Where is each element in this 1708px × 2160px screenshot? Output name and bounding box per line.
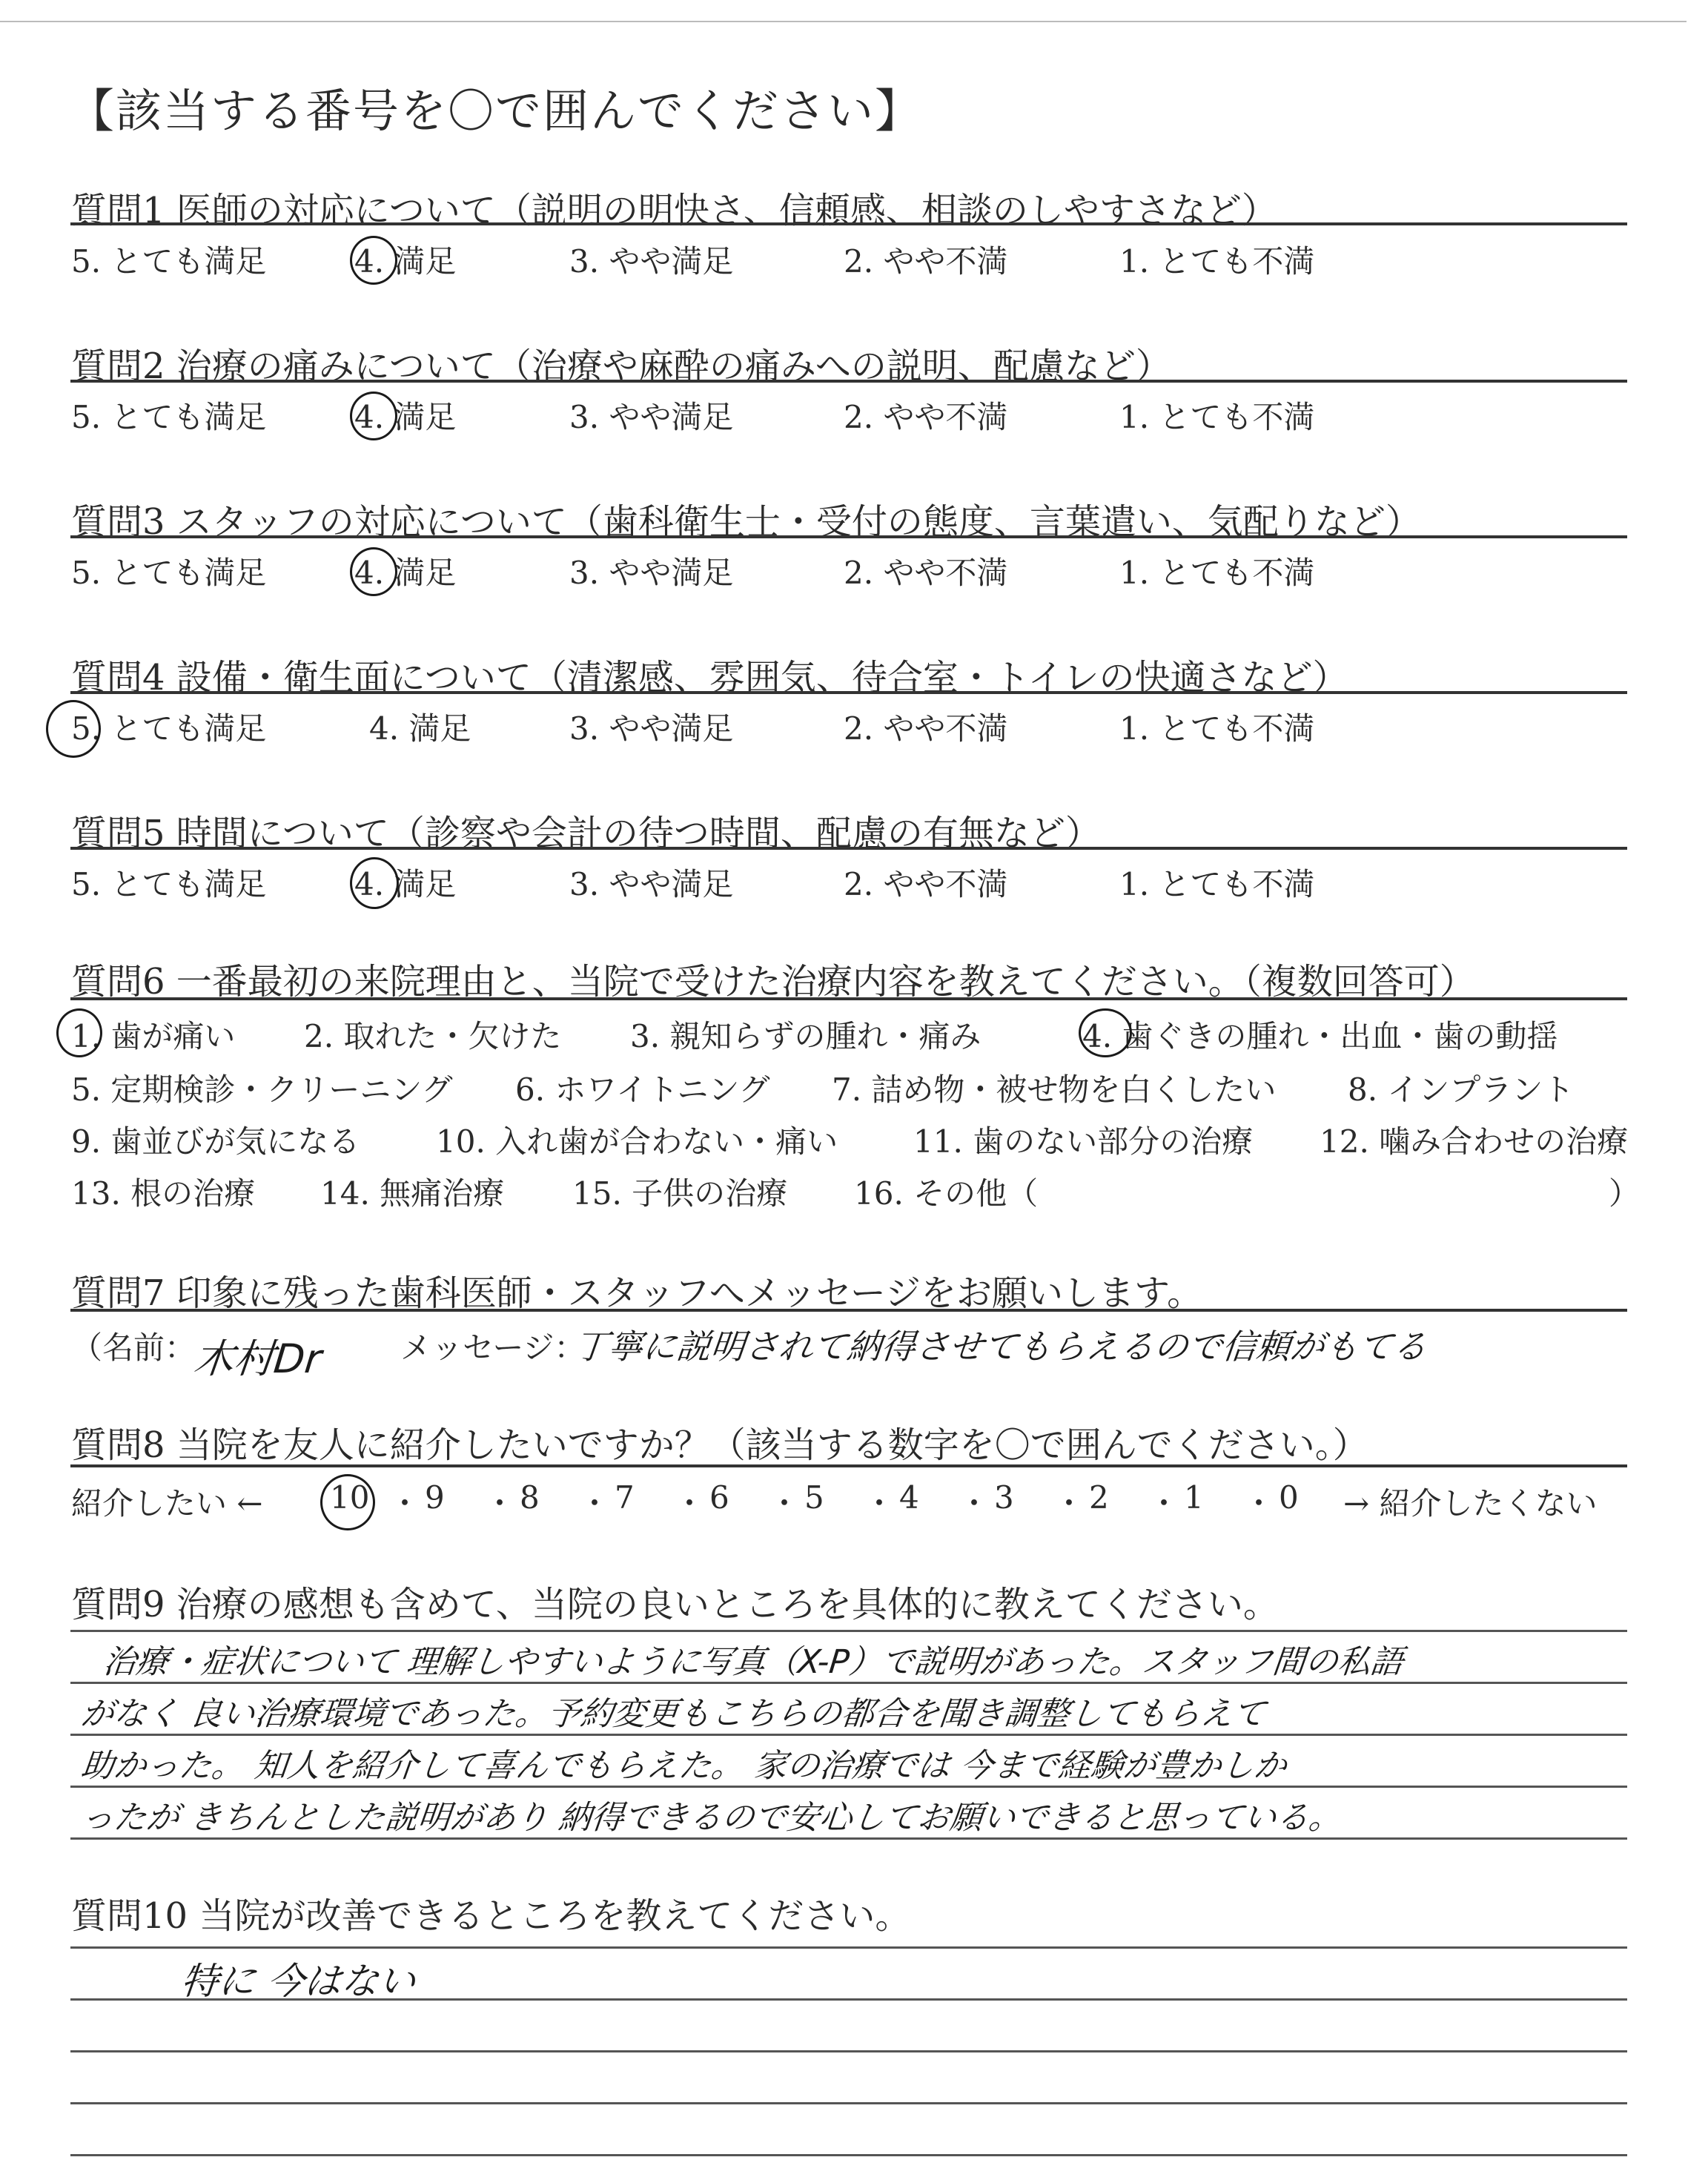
question-1-label: 質問1 医師の対応について（説明の明快さ、信頼感、相談のしやすさなど） [71, 190, 1277, 231]
q8-scale-separator: ・ [1148, 1485, 1180, 1522]
question-6-rule [70, 997, 1627, 1000]
question-8-label: 質問8 当院を友人に紹介したいですか？（該当する数字を〇で囲んでください。） [71, 1424, 1368, 1466]
q9-answer-line-3[interactable]: 助かった。 知人を紹介して喜んでもらえた。 家の治療では 今まで経験が豊かしか [79, 1747, 1289, 1785]
question-4-rule [70, 691, 1627, 694]
q7-message-value[interactable]: 丁寧に説明されて納得させてもらえるので信頼がもてる [572, 1327, 1429, 1367]
question-8-rule [70, 1464, 1627, 1467]
q5-option-3[interactable]: 3. やや満足 [569, 866, 734, 902]
question-2-rule [70, 380, 1627, 383]
q8-scale-7[interactable]: 7 [615, 1479, 635, 1516]
q7-name-value[interactable]: 木村Dr [191, 1335, 324, 1382]
q2-option-5[interactable]: 5. とても満足 [71, 399, 267, 435]
q6-selection-circle-4 [1079, 1008, 1132, 1057]
q5-option-2[interactable]: 2. やや不満 [844, 866, 1008, 902]
q6-option-13[interactable]: 13. 根の治療 [71, 1175, 256, 1212]
q1-option-1[interactable]: 1. とても不満 [1119, 243, 1315, 280]
q4-option-1[interactable]: 1. とても不満 [1119, 710, 1315, 747]
q8-scale-3[interactable]: 3 [994, 1479, 1014, 1516]
q5-option-5[interactable]: 5. とても満足 [71, 866, 267, 902]
q5-option-1[interactable]: 1. とても不満 [1119, 866, 1315, 902]
q3-option-3[interactable]: 3. やや満足 [569, 555, 734, 591]
question-7-label: 質問7 印象に残った歯科医師・スタッフへメッセージをお願いします。 [71, 1272, 1203, 1314]
q6-option-7[interactable]: 7. 詰め物・被せ物を白くしたい [832, 1071, 1277, 1108]
q6-option-4[interactable]: 4. 歯ぐきの腫れ・出血・歯の動揺 [1082, 1018, 1558, 1054]
q2-option-4[interactable]: 4. 満足 [354, 399, 457, 435]
q6-option-8[interactable]: 8. インプラント [1348, 1071, 1575, 1108]
question-7-rule [70, 1309, 1627, 1312]
question-3-rule [70, 535, 1627, 538]
q8-scale-5[interactable]: 5 [804, 1479, 824, 1516]
q6-option-16-close: ） [1609, 1175, 1641, 1212]
q8-scale-9[interactable]: 9 [425, 1479, 445, 1516]
q8-scale-separator: ・ [769, 1485, 801, 1522]
q6-option-10[interactable]: 10. 入れ歯が合わない・痛い [436, 1123, 838, 1160]
q1-option-3[interactable]: 3. やや満足 [569, 243, 734, 280]
q10-line-0 [70, 1946, 1627, 1949]
top-border [0, 21, 1687, 22]
q6-option-11[interactable]: 11. 歯のない部分の治療 [913, 1123, 1254, 1160]
q8-scale-8[interactable]: 8 [520, 1479, 540, 1516]
q2-selection-circle [350, 392, 397, 440]
q8-scale-separator: ・ [674, 1485, 706, 1522]
q8-scale-separator: ・ [389, 1485, 421, 1522]
q8-selection-circle [320, 1474, 375, 1530]
q8-scale-2[interactable]: 2 [1089, 1479, 1109, 1516]
q1-option-5[interactable]: 5. とても満足 [71, 243, 267, 280]
q8-scale-1[interactable]: 1 [1184, 1479, 1204, 1516]
question-4-label: 質問4 設備・衛生面について（清潔感、雰囲気、待合室・トイレの快適さなど） [71, 657, 1348, 698]
q6-option-3[interactable]: 3. 親知らずの腫れ・痛み [630, 1018, 982, 1054]
q8-scale-4[interactable]: 4 [899, 1479, 919, 1516]
question-2-label: 質問2 治療の痛みについて（治療や麻酔の痛みへの説明、配慮など） [71, 346, 1171, 387]
q10-answer-line-1[interactable]: 特に 今はない [179, 1960, 418, 2003]
q8-scale-separator: ・ [579, 1485, 611, 1522]
q5-selection-circle [350, 857, 399, 909]
q10-line-3 [70, 2102, 1627, 2104]
q6-option-12[interactable]: 12. 噛み合わせの治療 [1320, 1123, 1629, 1160]
q9-line-0 [70, 1630, 1627, 1632]
q7-message-label: メッセージ： [400, 1330, 586, 1366]
question-3-label: 質問3 スタッフの対応について（歯科衛生士・受付の態度、言葉遣い、気配りなど） [71, 501, 1421, 543]
q4-option-5[interactable]: 5. とても満足 [71, 710, 267, 747]
q3-option-1[interactable]: 1. とても不満 [1119, 555, 1315, 591]
q8-scale-separator: ・ [484, 1485, 516, 1522]
q1-option-4[interactable]: 4. 満足 [354, 243, 457, 280]
q8-scale-separator: ・ [864, 1485, 896, 1522]
q9-answer-line-2[interactable]: がなく 良い治療環境であった。予約変更もこちらの都合を聞き調整してもらえて [79, 1695, 1268, 1733]
question-1-rule [70, 222, 1627, 225]
q8-scale-0[interactable]: 0 [1279, 1479, 1299, 1516]
q8-scale-10[interactable]: 10 [330, 1479, 370, 1516]
question-10-label: 質問10 当院が改善できるところを教えてください。 [71, 1895, 911, 1937]
question-9-label: 質問9 治療の感想も含めて、当院の良いところを具体的に教えてください。 [71, 1584, 1279, 1625]
q8-scale-6[interactable]: 6 [709, 1479, 729, 1516]
q5-option-4[interactable]: 4. 満足 [354, 866, 457, 902]
question-6-label: 質問6 一番最初の来院理由と、当院で受けた治療内容を教えてください。（複数回答可） [71, 961, 1475, 1003]
q4-option-3[interactable]: 3. やや満足 [569, 710, 734, 747]
q2-option-3[interactable]: 3. やや満足 [569, 399, 734, 435]
q2-option-2[interactable]: 2. やや不満 [844, 399, 1008, 435]
q6-option-15[interactable]: 15. 子供の治療 [572, 1175, 788, 1212]
q6-option-5[interactable]: 5. 定期検診・クリーニング [71, 1071, 453, 1108]
q6-option-1[interactable]: 1. 歯が痛い [71, 1018, 236, 1054]
q9-answer-line-4[interactable]: ったが きちんとした説明があり 納得できるので安心してお願いできると思っている。 [79, 1799, 1344, 1837]
q6-option-2[interactable]: 2. 取れた・欠けた [304, 1018, 562, 1054]
q1-selection-circle [350, 236, 397, 285]
q4-option-2[interactable]: 2. やや不満 [844, 710, 1008, 747]
q6-option-16[interactable]: 16. その他（ [854, 1175, 1039, 1212]
q8-left-label: 紹介したい ← [71, 1485, 263, 1522]
q6-option-9[interactable]: 9. 歯並びが気になる [71, 1123, 360, 1160]
q4-option-4[interactable]: 4. 満足 [369, 710, 471, 747]
q3-selection-circle [350, 547, 397, 596]
q10-line-2 [70, 2050, 1627, 2052]
q10-line-4 [70, 2154, 1627, 2156]
question-5-label: 質問5 時間について（診察や会計の待つ時間、配慮の有無など） [71, 813, 1101, 854]
q8-scale-separator: ・ [1243, 1485, 1275, 1522]
q9-answer-line-1[interactable]: 治療・症状について 理解しやすいように写真（X-P）で説明があった。スタッフ間の私語 [101, 1643, 1406, 1681]
q6-option-14[interactable]: 14. 無痛治療 [320, 1175, 505, 1212]
q3-option-5[interactable]: 5. とても満足 [71, 555, 267, 591]
q4-selection-circle [46, 700, 101, 758]
q8-scale-separator: ・ [959, 1485, 990, 1522]
q6-option-6[interactable]: 6. ホワイトニング [515, 1071, 770, 1108]
q6-selection-circle-1 [56, 1008, 102, 1057]
q8-right-label: → 紹介したくない [1343, 1485, 1598, 1522]
q1-option-2[interactable]: 2. やや不満 [844, 243, 1008, 280]
q2-option-1[interactable]: 1. とても不満 [1119, 399, 1315, 435]
q8-scale-separator: ・ [1053, 1485, 1085, 1522]
q3-option-4[interactable]: 4. 満足 [354, 555, 457, 591]
page-title: 【該当する番号を〇で囲んでください】 [68, 84, 923, 138]
q7-name-label: （名前： [71, 1330, 196, 1366]
question-5-rule [70, 847, 1627, 850]
q3-option-2[interactable]: 2. やや不満 [844, 555, 1008, 591]
